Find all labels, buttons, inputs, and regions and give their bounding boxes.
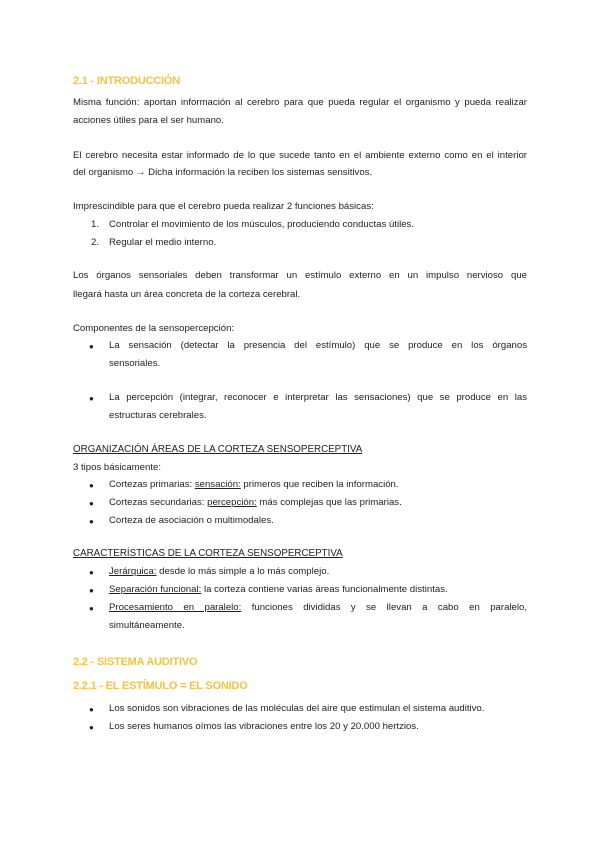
organizacion-item-1 — [109, 479, 399, 490]
intro-paragraph-2-line-1: El cerebro necesita estar informado de lo que sucede tanto en el ambiente externo como en el interior — [73, 150, 527, 161]
numbered-item-1-text: Controlar el movimiento de los músculos, produciendo conductas útiles. — [109, 219, 415, 230]
bullet-icon: ● — [89, 499, 94, 508]
auditivo-item-2: Los seres humanos oímos las vibraciones entre los 20 y 20.000 hertzios. — [109, 721, 419, 732]
caracteristicas-item-2-post: la corteza contiene varias áreas funcionalmente distintas. — [201, 584, 448, 595]
caracteristicas-item-3 — [109, 602, 527, 613]
bullet-icon: ● — [89, 481, 94, 490]
component-2-line-2: estructuras cerebrales. — [109, 410, 207, 421]
intro-paragraph-5: Componentes de la sensopercepción: — [73, 323, 235, 334]
bullet-icon: ● — [89, 705, 94, 714]
intro-paragraph-1-line-2: acciones útiles para el ser humano. — [73, 115, 224, 126]
intro-paragraph-4-line-2: llegará hasta un área concreta de la corteza cerebral. — [73, 289, 301, 300]
bullet-icon: ● — [89, 342, 94, 351]
caracteristicas-item-1 — [109, 566, 329, 577]
numbered-item-2-number: 2. — [91, 237, 100, 248]
bullet-icon: ● — [89, 394, 94, 403]
numbered-item-1-number: 1. — [91, 219, 100, 230]
organizacion-item-3: Corteza de asociación o multimodales. — [109, 515, 274, 526]
subsection-heading-estimulo-sonido: 2.2.1 - EL ESTÍMULO = EL SONIDO — [73, 680, 248, 692]
caracteristicas-item-3-term: Procesamiento en paralelo: — [109, 602, 242, 613]
intro-paragraph-3: Imprescindible para que el cerebro pueda realizar 2 funciones básicas: — [73, 201, 374, 212]
organizacion-title: ORGANIZACIÓN ÁREAS DE LA CORTEZA SENSOPERCEPTIVA — [73, 444, 363, 455]
organizacion-item-1-post: primeros que reciben la información. — [240, 479, 399, 490]
organizacion-subtitle: 3 tipos básicamente: — [73, 462, 161, 473]
caracteristicas-item-1-post: desde lo más simple a lo más complejo. — [156, 566, 330, 577]
numbered-item-2-text: Regular el medio interno. — [109, 237, 217, 248]
component-1-line-2: sensoriales. — [109, 358, 161, 369]
bullet-icon: ● — [89, 586, 94, 595]
intro-paragraph-2-line-2: del organismo → Dicha información la reciben los sistemas sensitivos. — [73, 167, 373, 178]
organizacion-item-1-pre: Cortezas primarias: — [109, 479, 195, 490]
caracteristicas-item-3-post: funciones divididas y se llevan a cabo en paralelo, — [241, 602, 528, 613]
organizacion-item-2-post: más complejas que las primarias. — [256, 497, 402, 508]
bullet-icon: ● — [89, 568, 94, 577]
organizacion-item-1-term: sensación: — [194, 479, 241, 490]
intro-paragraph-4-line-1: Los órganos sensoriales deben transformar un estímulo externo en un impulso nervioso que — [73, 270, 527, 281]
organizacion-item-2 — [109, 497, 402, 508]
component-2-line-1: La percepción (integrar, reconocer e interpretar las sensaciones) que se produce en las — [109, 392, 527, 403]
bullet-icon: ● — [89, 517, 94, 526]
component-1-line-1: La sensación (detectar la presencia del estímulo) que se produce en los órganos — [109, 340, 527, 351]
section-heading-sistema-auditivo: 2.2 - SISTEMA AUDITIVO — [73, 656, 198, 668]
auditivo-item-1: Los sonidos son vibraciones de las moléculas del aire que estimulan el sistema auditivo. — [109, 703, 485, 714]
caracteristicas-title: CARACTERÍSTICAS DE LA CORTEZA SENSOPERCEPTIVA — [73, 548, 343, 559]
caracteristicas-item-3-line-2: simultáneamente. — [109, 620, 185, 631]
bullet-icon: ● — [89, 604, 94, 613]
caracteristicas-item-1-term: Jerárquica: — [109, 566, 157, 577]
organizacion-item-2-pre: Cortezas secundarias: — [109, 497, 208, 508]
caracteristicas-item-2-term: Separación funcional: — [109, 584, 202, 595]
caracteristicas-item-2 — [109, 584, 448, 595]
intro-paragraph-1-line-1: Misma función: aportan información al cerebro para que pueda regular el organismo y pueda realizar — [73, 97, 527, 108]
bullet-icon: ● — [89, 723, 94, 732]
organizacion-item-2-term: percepción: — [207, 497, 257, 508]
section-heading-introduccion: 2.1 - INTRODUCCIÓN — [73, 75, 181, 87]
